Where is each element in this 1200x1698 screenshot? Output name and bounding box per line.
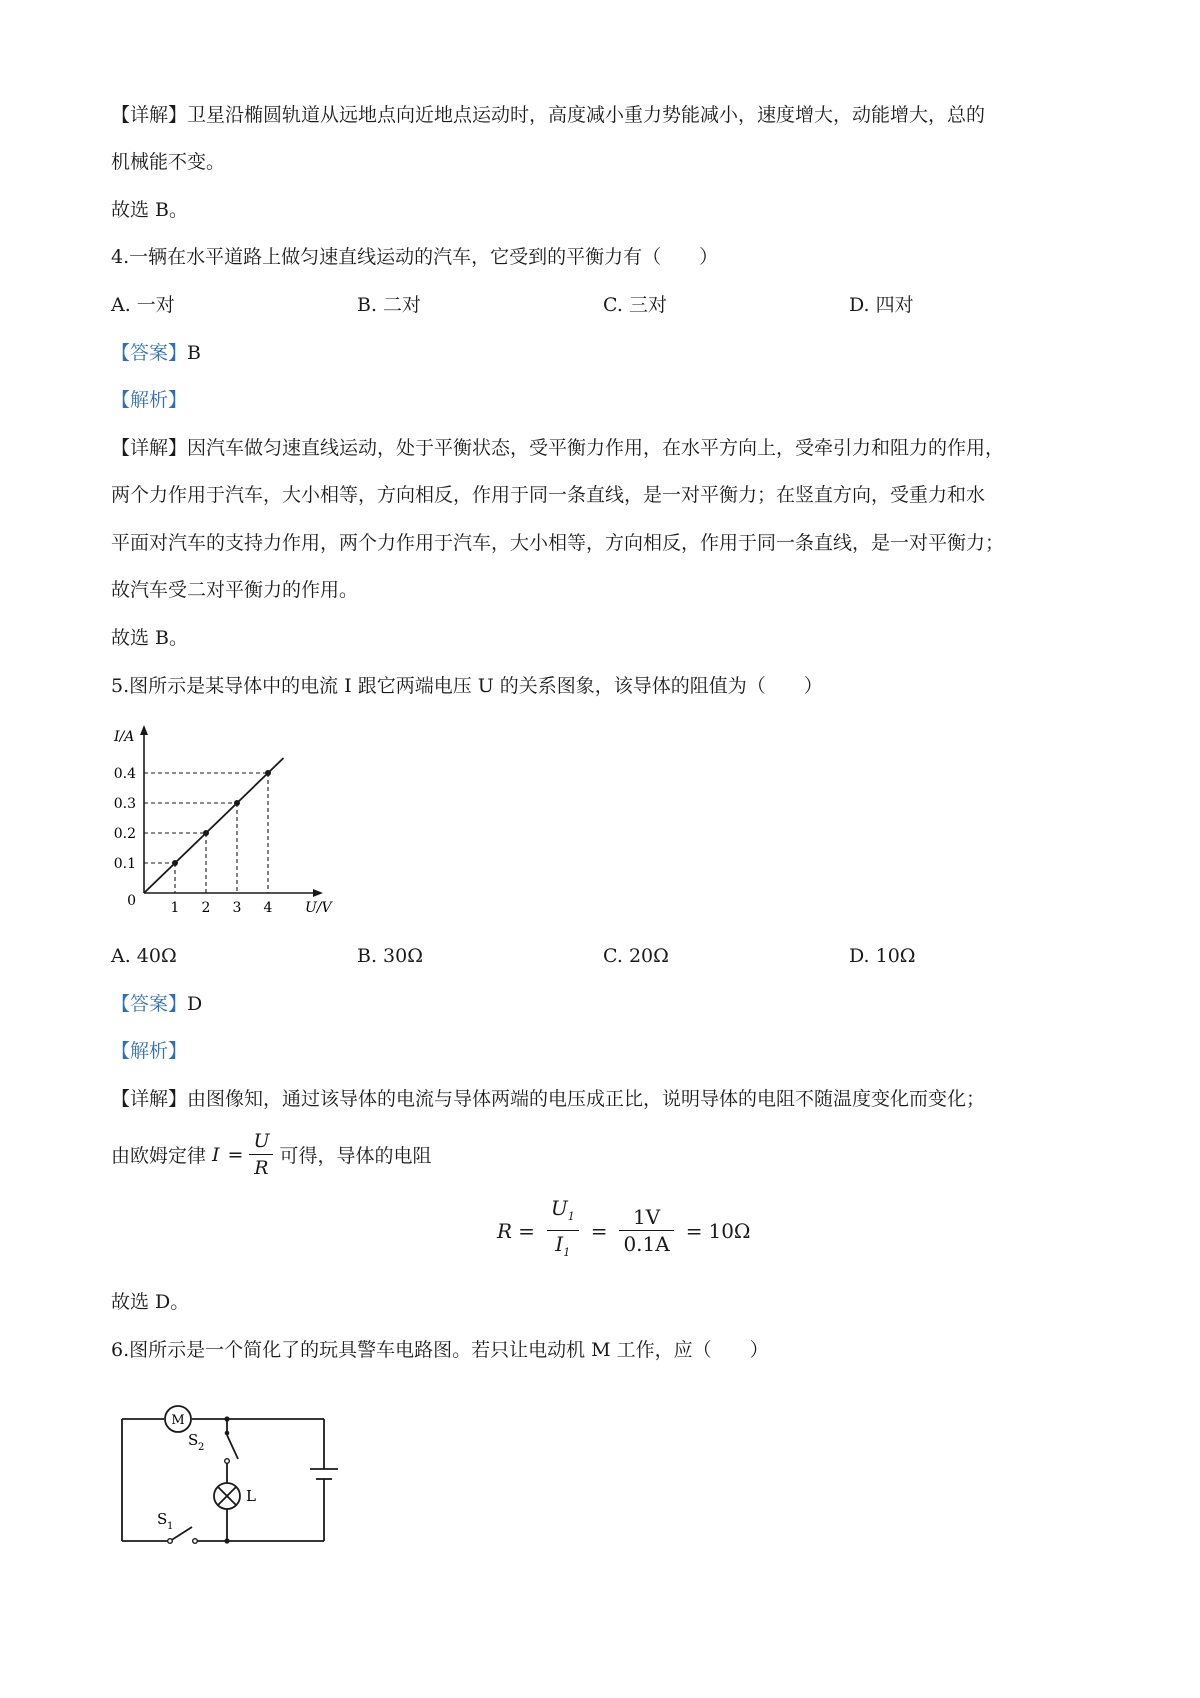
x-tick-label: 3 — [232, 900, 242, 915]
q3-detail-line2: 机械能不变。 — [111, 151, 226, 173]
eq-fraction-2-numerator: 1V — [619, 1204, 673, 1231]
q4-answer: B — [187, 342, 201, 364]
q4-detail-line: 平面对汽车的支持力作用，两个力作用于汽车，大小相等，方向相反，作用于同一条直线，是一对平衡力； — [111, 532, 1005, 554]
q4-question: 4.一辆在水平道路上做匀速直线运动的汽车，它受到的平衡力有（ ） — [111, 246, 719, 268]
switch-s1-label: S — [157, 1510, 168, 1528]
q4-analysis-label: 【解析】 — [111, 389, 188, 411]
eq-fraction-1-numerator — [547, 1195, 579, 1231]
data-line — [144, 758, 284, 893]
q5-option-a: A. 40Ω — [111, 945, 177, 967]
x-tick-label: 4 — [263, 900, 273, 915]
q5-detail-line2 — [111, 1128, 431, 1181]
q5-choose: 故选 D。 — [111, 1291, 190, 1313]
switch-s2-subscript: 2 — [198, 1442, 205, 1453]
q4-option-c: C. 三对 — [603, 294, 667, 316]
ohm-law-I: I — [212, 1143, 220, 1166]
q4-answer-row — [111, 339, 201, 367]
ohm-law-eq: = — [227, 1143, 244, 1166]
switch-s2-pivot — [225, 1431, 230, 1436]
data-point — [265, 770, 271, 776]
data-point — [234, 800, 240, 806]
ohm-law-denominator: R — [254, 1157, 269, 1179]
q3-detail-line1: 【详解】卫星沿椭圆轨道从远地点向近地点运动时，高度减小重力势能减小，速度增大，动能增大，总的 — [111, 104, 986, 126]
junction-bottom — [224, 1538, 229, 1543]
y-tick-label: 0.3 — [113, 796, 136, 812]
y-axis-arrow — [140, 725, 148, 735]
x-tick-label: 2 — [201, 900, 211, 915]
current-voltage-chart — [110, 715, 360, 915]
eq-U-sub: 1 — [567, 1210, 575, 1223]
q5-analysis-label: 【解析】 — [111, 1040, 188, 1062]
resistance-equation — [497, 1195, 751, 1266]
eq-equals-2: = — [590, 1218, 608, 1243]
switch-s2-blade — [227, 1435, 238, 1459]
y-tick-label: 0.4 — [113, 766, 136, 782]
q4-choose: 故选 B。 — [111, 627, 189, 649]
q3-choose: 故选 B。 — [111, 199, 189, 221]
motor-label: M — [171, 1413, 185, 1428]
q5-detail-line1: 【详解】由图像知，通过该导体的电流与导体两端的电压成正比，说明导体的电阻不随温度变化而变化； — [111, 1088, 986, 1110]
q5-option-b: B. 30Ω — [357, 945, 423, 967]
lamp-label: L — [246, 1487, 256, 1505]
switch-s1-contact — [193, 1539, 198, 1544]
x-axis-label: U/V — [305, 900, 332, 915]
data-point — [203, 830, 209, 836]
q4-detail-line: 故汽车受二对平衡力的作用。 — [111, 579, 359, 601]
switch-s1-pivot — [168, 1539, 173, 1544]
switch-s2-contact — [225, 1459, 230, 1464]
y-tick-label: 0.2 — [113, 826, 136, 842]
toy-police-car-circuit — [110, 1393, 350, 1553]
x-tick-label: 1 — [170, 900, 180, 915]
switch-s2-label: S — [188, 1431, 199, 1449]
switch-s1-subscript: 1 — [167, 1521, 174, 1532]
eq-fraction-1 — [547, 1195, 579, 1266]
y-tick-label: 0.1 — [113, 856, 136, 872]
q5-answer-row — [111, 990, 202, 1018]
eq-R: R — [497, 1218, 513, 1243]
origin-label: 0 — [127, 893, 136, 909]
q5-ohm-suffix: 可得，导体的电阻 — [279, 1145, 432, 1167]
q5-answer-label: 【答案】 — [111, 993, 188, 1015]
eq-U: U — [550, 1196, 568, 1220]
q4-detail-line: 【详解】因汽车做匀速直线运动，处于平衡状态，受平衡力作用，在水平方向上，受牵引力和阻力的作用， — [111, 437, 1005, 459]
junction-top — [224, 1416, 229, 1421]
eq-I-sub: 1 — [563, 1246, 571, 1259]
x-axis-arrow — [313, 889, 323, 897]
q4-option-d: D. 四对 — [849, 294, 914, 316]
y-axis-label: I/A — [114, 729, 135, 745]
ohm-law-numerator: U — [249, 1128, 273, 1155]
q4-option-a: A. 一对 — [111, 294, 175, 316]
eq-equals-3: = — [685, 1218, 703, 1243]
q6-question: 6.图所示是一个简化了的玩具警车电路图。若只让电动机 M 工作，应（ ） — [111, 1339, 769, 1361]
q4-answer-label: 【答案】 — [111, 342, 188, 364]
q4-detail-line: 两个力作用于汽车，大小相等，方向相反，作用于同一条直线，是一对平衡力；在竖直方向，受重力和水 — [111, 484, 986, 506]
ohm-law-fraction — [249, 1128, 273, 1181]
eq-fraction-2-denominator: 0.1A — [623, 1232, 670, 1256]
eq-fraction-2 — [619, 1204, 673, 1257]
eq-result: 10Ω — [708, 1218, 751, 1243]
q5-question: 5.图所示是某导体中的电流 I 跟它两端电压 U 的关系图象，该导体的阻值为（ ） — [111, 675, 823, 697]
eq-equals-1: = — [518, 1218, 535, 1243]
eq-I: I — [555, 1232, 564, 1256]
q5-option-c: C. 20Ω — [603, 945, 669, 967]
q5-option-d: D. 10Ω — [849, 945, 916, 967]
q5-ohm-prefix: 由欧姆定律 — [111, 1145, 207, 1167]
q5-answer: D — [187, 993, 203, 1015]
eq-fraction-1-denominator — [547, 1231, 579, 1266]
q4-option-b: B. 二对 — [357, 294, 422, 316]
data-point — [172, 860, 178, 866]
